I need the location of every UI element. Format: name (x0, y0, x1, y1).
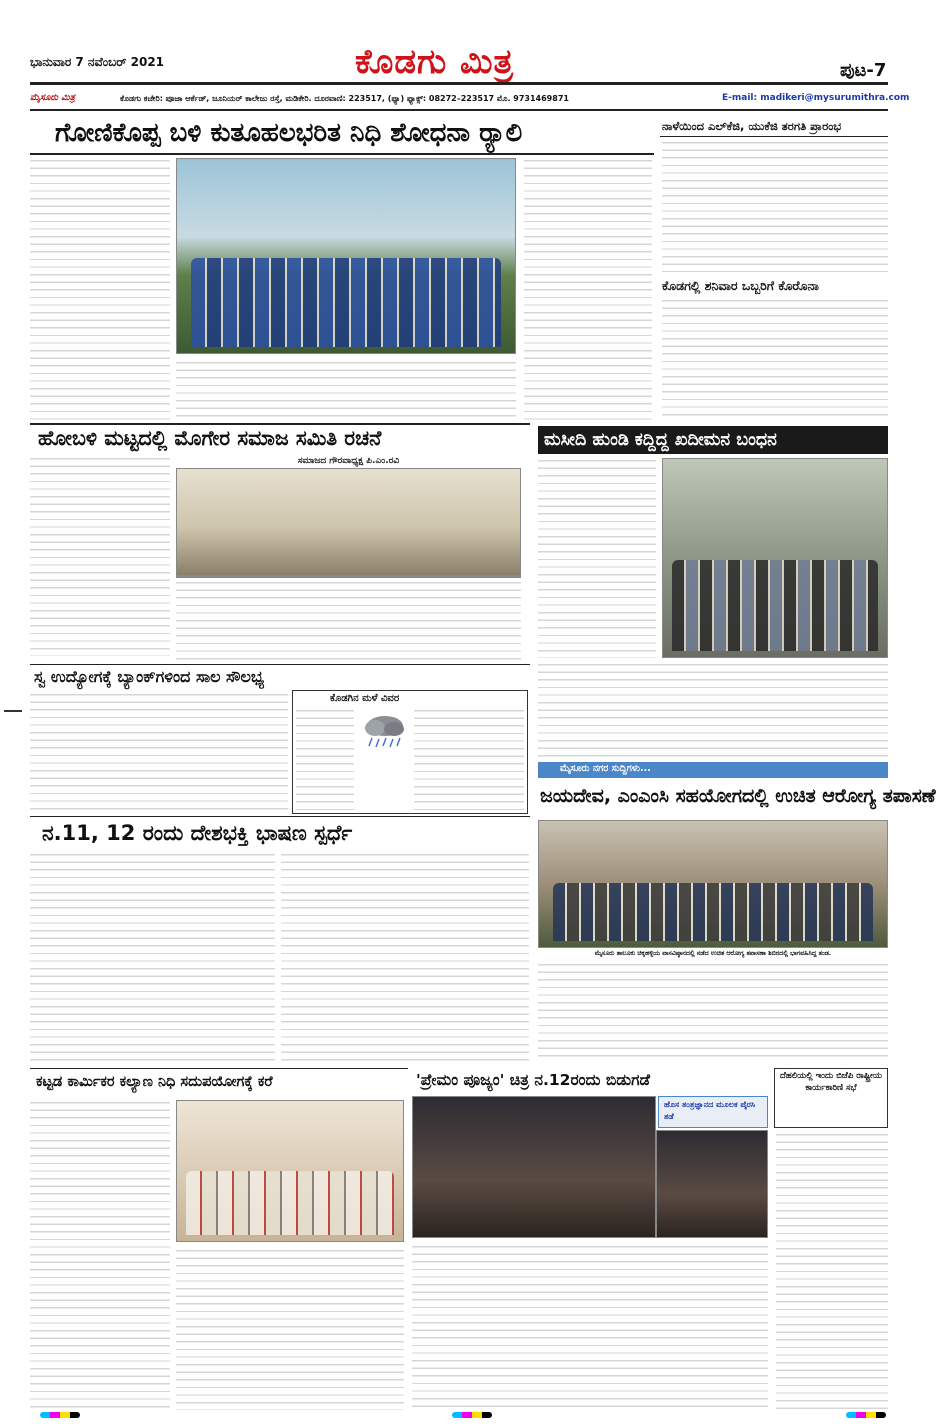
rally-text-col4 (524, 158, 652, 420)
mysuru-strip-label: ಮೈಸೂರು ನಗರ ಸುದ್ದಿಗಳು... (560, 763, 651, 774)
office-address: ಕೊಡಗು ಕಚೇರಿ: ಪೂಜಾ ಆರ್ಕೆಡ್, ಜೂನಿಯರ್ ಕಾಲೇಜು ರಸ್ತೆ, ಮಡಿಕೇರಿ. ದೂರವಾಣಿ: 223517, (ಫ್ಯಾ) ಫ್ಯಾಕ್ಸ್: 08272–223517 ಮೊ. 9731469871 (120, 94, 569, 103)
premam-photo-2 (656, 1130, 768, 1238)
health-photo (538, 820, 888, 948)
rain-cloud-icon (360, 712, 410, 752)
lkg-headline: ನಾಳೆಯಿಂದ ಎಲ್‌ಕೆಜಿ, ಯುಕೆಜಿ ತರಗತಿ ಪ್ರಾರಂಭ (662, 119, 842, 133)
sub-brand: ಮೈಸೂರು ಮಿತ್ರ (30, 93, 75, 103)
speech-top-rule (30, 816, 530, 817)
lkg-rule (660, 136, 888, 137)
mogera-text-bottom (176, 580, 521, 660)
welfare-top-rule (30, 1068, 408, 1069)
masthead-title: ಕೊಡಗು ಮಿತ್ರ (355, 42, 515, 82)
address-rule (30, 109, 888, 111)
rally-rule (30, 153, 654, 155)
mogera-photo-top (176, 468, 521, 576)
bjp-text (776, 1132, 888, 1410)
masthead-rule (30, 82, 888, 85)
mogera-headline: ಹೋಬಳಿ ಮಟ್ಟದಲ್ಲಿ ಮೊಗೇರ ಸಮಾಜ ಸಮಿತಿ ರಚನೆ (38, 426, 382, 450)
email-address: E-mail: madikeri@mysurumithra.com (722, 93, 910, 103)
premam-headline: 'ಪ್ರೇಮಂ ಪೂಜ್ಯಂ' ಚಿತ್ರ ನ.12ರಂದು ಬಿಡುಗಡೆ (416, 1071, 650, 1089)
welfare-photo (176, 1100, 404, 1242)
welfare-text-col1 (30, 1100, 170, 1410)
welfare-text-bottom (176, 1248, 404, 1410)
masjid-headline: ಮಸೀದಿ ಹುಂಡಿ ಕದ್ದಿದ್ದ ಖದೀಮನ ಬಂಧನ (538, 426, 888, 454)
rally-text-bottom (176, 360, 516, 420)
corona-headline: ಕೊಡಗಲ್ಲಿ ಶನಿವಾರ ಒಬ್ಬರಿಗೆ ಕೊರೊನಾ (662, 278, 819, 293)
corona-text (662, 298, 888, 420)
rally-photo (176, 158, 516, 354)
speech-headline: ನ.11, 12 ರಂದು ದೇಶಭಕ್ತಿ ಭಾಷಣ ಸ್ಪರ್ಧೆ (42, 821, 353, 845)
rain-text-col2 (414, 708, 524, 812)
loan-headline: ಸ್ವ ಉದ್ಯೋಗಕ್ಕೆ ಬ್ಯಾಂಕ್‌ಗಳಿಂದ ಸಾಲ ಸೌಲಭ್ಯ (34, 667, 264, 686)
speech-text-col2 (281, 852, 529, 1062)
margin-mark (4, 710, 22, 712)
lkg-text (662, 140, 888, 272)
masjid-text-bottom (538, 662, 888, 758)
health-headline: ಜಯದೇವ, ಎಂಎಂಸಿ ಸಹಯೋಗದಲ್ಲಿ ಉಚಿತ ಆರೋಗ್ಯ ತಪಾಸಣೆ (540, 785, 936, 807)
premam-text (412, 1244, 768, 1410)
health-text (538, 962, 888, 1062)
rally-text-col1 (30, 158, 170, 420)
rain-text-col1 (296, 708, 354, 812)
registration-mark-center (452, 1412, 492, 1418)
loan-text (30, 692, 288, 812)
masjid-text-col1 (538, 458, 656, 658)
mogera-text-col1 (30, 456, 170, 656)
bjp-headline: ದೆಹಲಿಯಲ್ಲಿ ಇಂದು ಬಿಜೆಪಿ ರಾಷ್ಟ್ರೀಯ ಕಾರ್ಯಕಾರಿಣಿ ಸಭೆ (780, 1071, 882, 1093)
tech-box-label: ಹೊಸ ತಂತ್ರಜ್ಞಾನದ ಮೂಲಕ ಪೈರಸಿ ತಡೆ (664, 1100, 756, 1121)
rain-headline: ಕೊಡಗಿನ ಮಳೆ ವಿವರ (330, 693, 400, 704)
speech-text-col1 (30, 852, 275, 1062)
page-number: ಪುಟ-7 (840, 60, 887, 81)
issue-date: ಭಾನುವಾರ 7 ನವೆಂಬರ್ 2021 (30, 55, 165, 69)
rally-headline: ಗೋಣಿಕೊಪ್ಪ ಬಳಿ ಕುತೂಹಲಭರಿತ ನಿಧಿ ಶೋಧನಾ ರ್‍ಯಾಲಿ (55, 118, 523, 148)
health-photo-caption: ಮೈಸೂರು ತಾಲೂಕು ಚಿಕ್ಕಹಳ್ಳಿಯ ವಾಸವಿಷ್ಠಾನದಲ್ಲಿ ನಡೆದ ಉಚಿತ ಆರೋಗ್ಯ ತಪಾಸಣಾ ಶಿಬಿರದಲ್ಲಿ ಭಾಗವಹಿಸಿದ್ದ ತಂಡ. (594, 950, 832, 957)
registration-mark-right (846, 1412, 886, 1418)
premam-photo (412, 1096, 656, 1238)
masjid-photo (662, 458, 888, 658)
registration-mark-left (40, 1412, 80, 1418)
welfare-headline: ಕಟ್ಟಡ ಕಾರ್ಮಿಕರ ಕಲ್ಯಾಣ ನಿಧಿ ಸದುಪಯೋಗಕ್ಕೆ ಕರೆ (36, 1074, 273, 1090)
mogera-photo-caption: ಸಮಾಜದ ಗೌರವಾಧ್ಯಕ್ಷ ಪಿ.ಎಂ.ರವಿ (297, 456, 400, 466)
